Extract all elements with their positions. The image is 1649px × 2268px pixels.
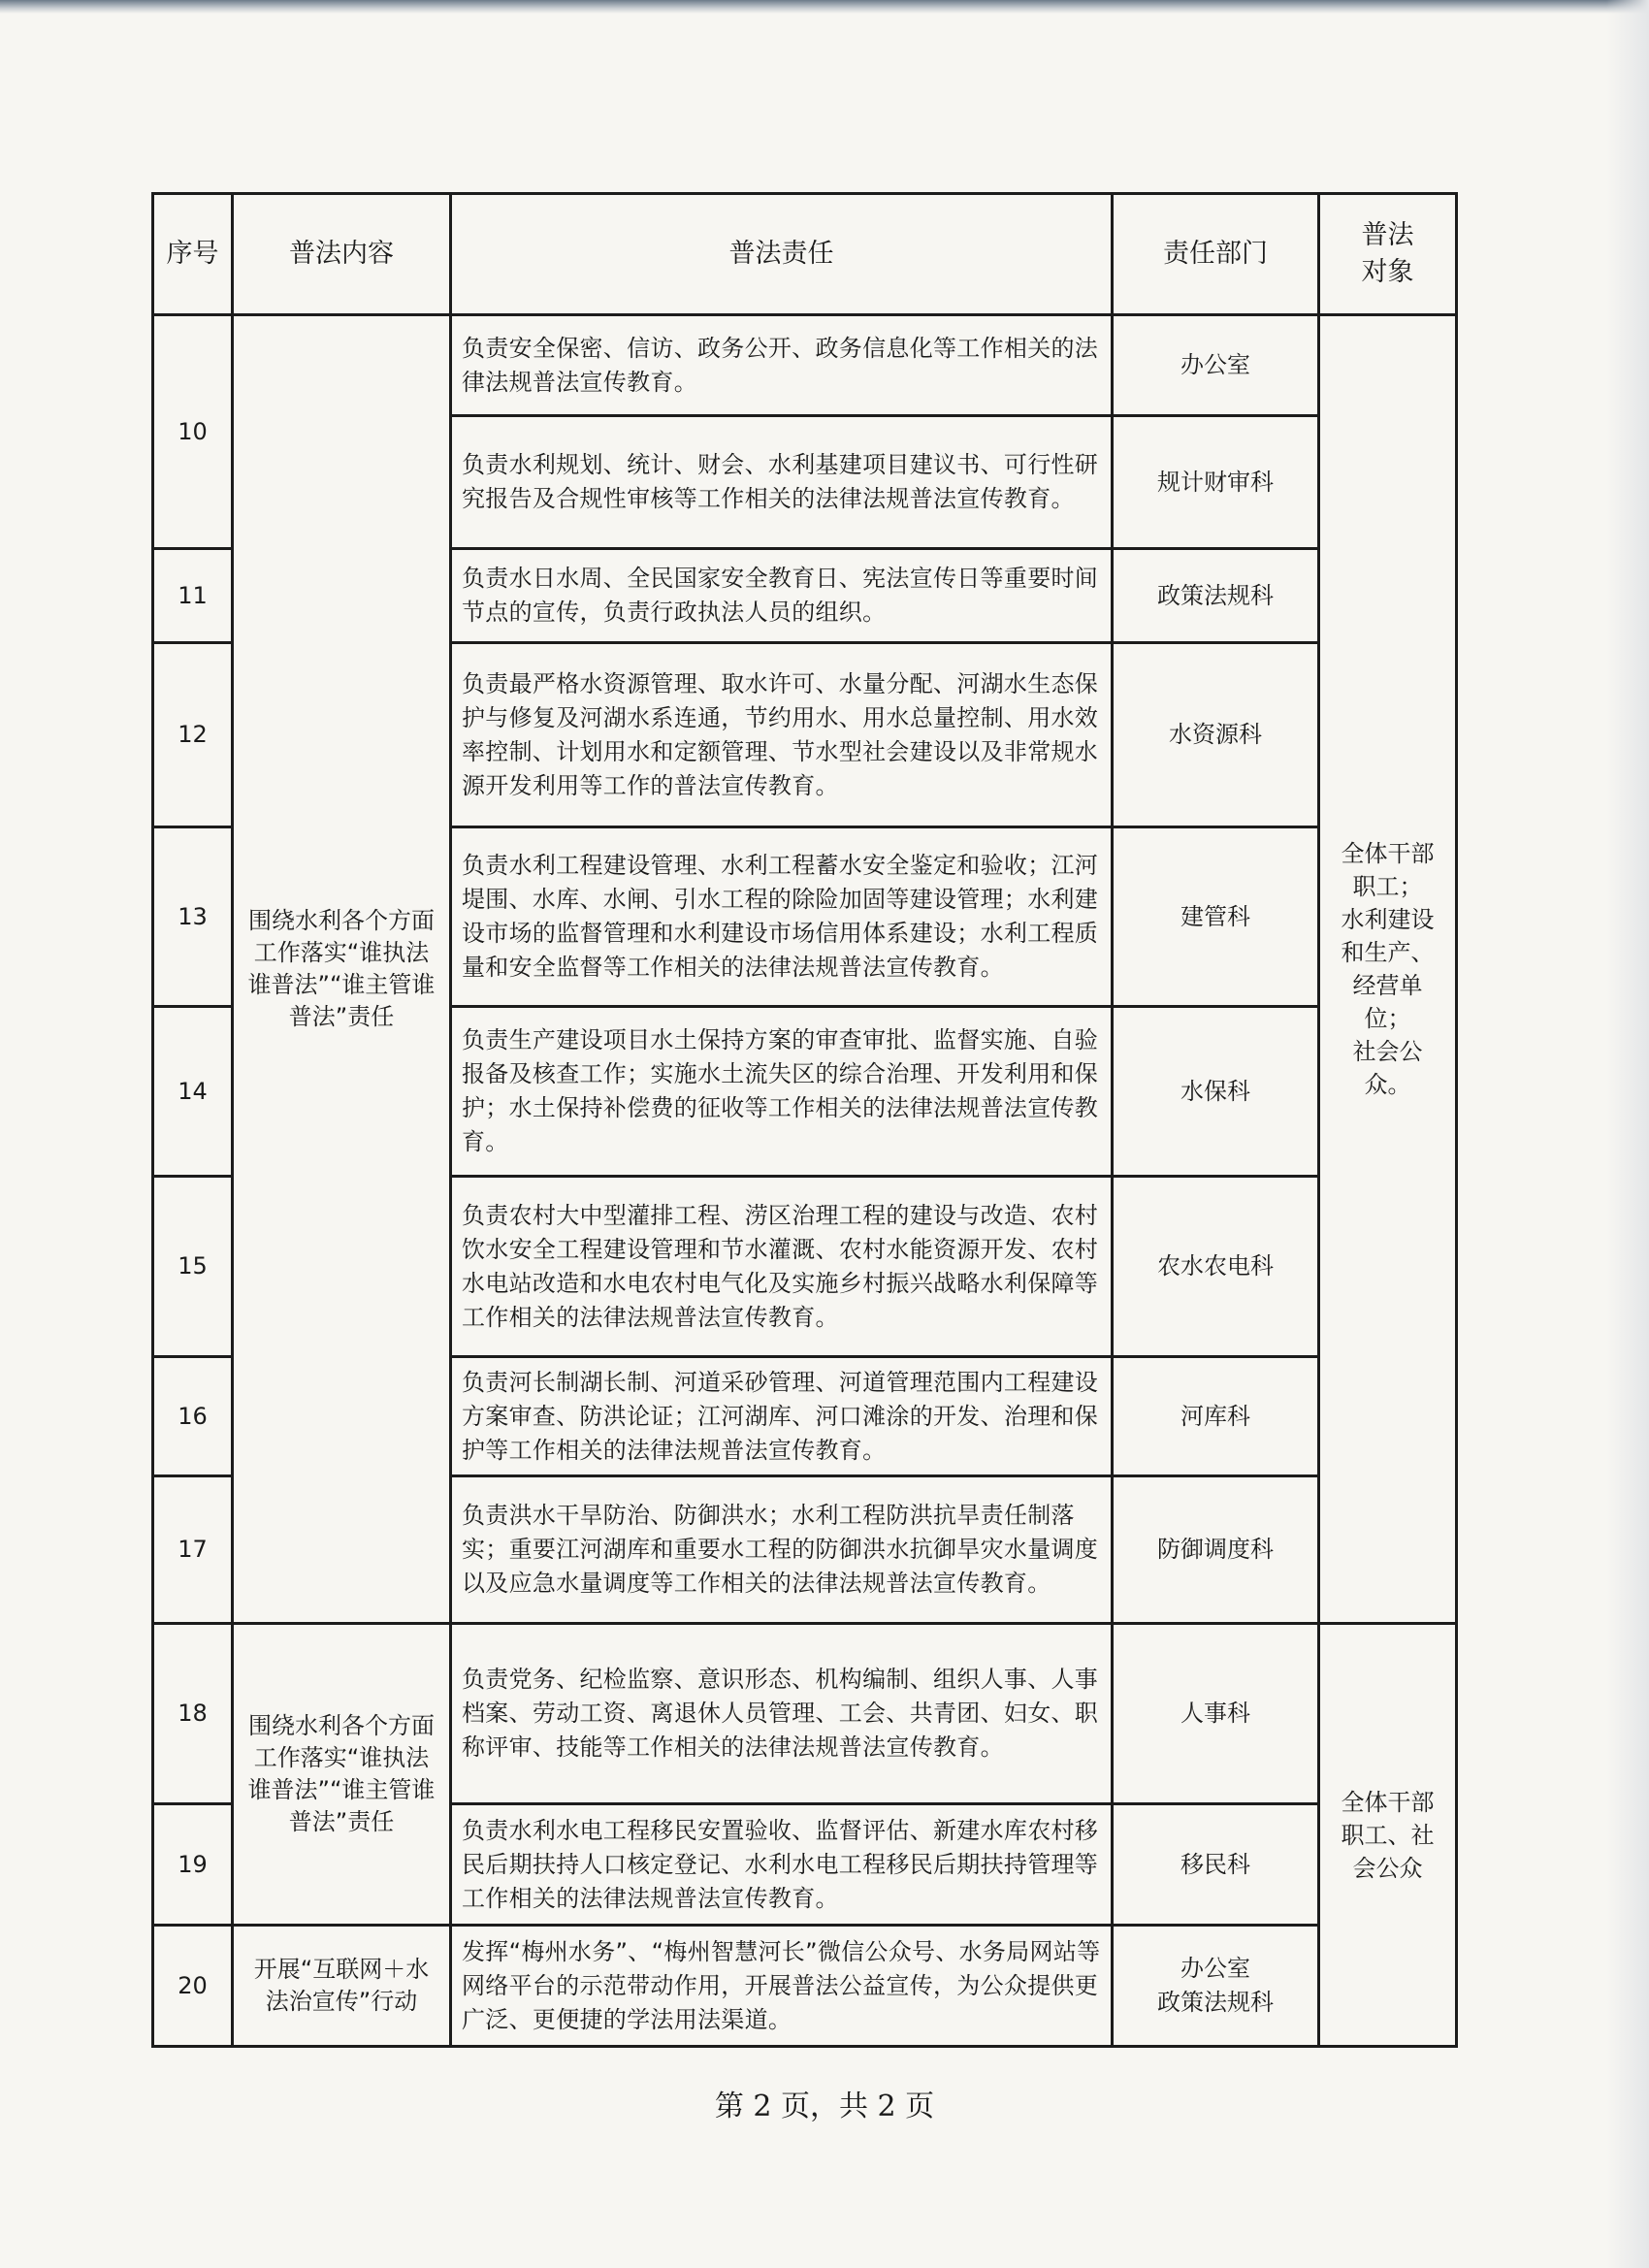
header-department: 责任部门 <box>1113 194 1319 315</box>
row-content: 开展“互联网＋水法治宣传”行动 <box>233 1926 451 2047</box>
table-row <box>153 1926 1457 2047</box>
row-department: 办公室 <box>1113 315 1319 416</box>
row-department: 人事科 <box>1113 1624 1319 1804</box>
row-seq: 12 <box>153 643 233 827</box>
row-responsibility: 负责生产建设项目水土保持方案的审查审批、监督实施、自验报备及核查工作；实施水土流失区的综合治理、开发利用和保护；水土保持补偿费的征收等工作相关的法律法规普法宣传教育。 <box>451 1007 1113 1177</box>
row-seq: 10 <box>153 315 233 549</box>
row-department: 建管科 <box>1113 827 1319 1007</box>
table-row <box>153 1624 1457 1804</box>
row-department: 防御调度科 <box>1113 1476 1319 1624</box>
page-number: 第 2 页，共 2 页 <box>714 2090 935 2123</box>
row-department: 办公室 政策法规科 <box>1113 1926 1319 2047</box>
header-target: 普法 对象 <box>1319 194 1457 315</box>
row-responsibility: 发挥“梅州水务”、“梅州智慧河长”微信公众号、水务局网站等网络平台的示范带动作用，开展普法公益宣传，为公众提供更广泛、更便捷的学法用法渠道。 <box>451 1926 1113 2047</box>
row-department: 政策法规科 <box>1113 549 1319 643</box>
header-content: 普法内容 <box>233 194 451 315</box>
content-cell-group-b: 围绕水利各个方面工作落实“谁执法谁普法”“谁主管谁普法”责任 <box>233 1624 451 1926</box>
row-seq: 17 <box>153 1476 233 1624</box>
row-responsibility: 负责最严格水资源管理、取水许可、水量分配、河湖水生态保护与修复及河湖水系连通，节约用水、用水总量控制、用水效率控制、计划用水和定额管理、节水型社会建设以及非常规水源开发利用等工作的普法宣传教育。 <box>451 643 1113 827</box>
row-responsibility: 负责党务、纪检监察、意识形态、机构编制、组织人事、人事档案、劳动工资、离退休人员管理、工会、共青团、妇女、职称评审、技能等工作相关的法律法规普法宣传教育。 <box>451 1624 1113 1804</box>
table-header-row <box>153 194 1457 315</box>
row-seq: 16 <box>153 1357 233 1476</box>
row-seq: 20 <box>153 1926 233 2047</box>
scan-top-edge <box>0 0 1649 14</box>
row-department: 水保科 <box>1113 1007 1319 1177</box>
row-department: 农水农电科 <box>1113 1177 1319 1357</box>
content-cell-group-a: 围绕水利各个方面工作落实“谁执法谁普法”“谁主管谁普法”责任 <box>233 315 451 1624</box>
row-seq: 11 <box>153 549 233 643</box>
target-cell-group-a: 全体干部职工； 水利建设和生产、经营单位； 社会公众。 <box>1319 315 1457 1624</box>
target-cell-group-b: 全体干部职工、社会公众 <box>1319 1624 1457 2047</box>
row-responsibility: 负责水利工程建设管理、水利工程蓄水安全鉴定和验收；江河堤围、水库、水闸、引水工程的除险加固等建设管理；水利建设市场的监督管理和水利建设市场信用体系建设；水利工程质量和安全监督等工作相关的法律法规普法宣传教育。 <box>451 827 1113 1007</box>
row-department: 移民科 <box>1113 1804 1319 1926</box>
row-responsibility: 负责农村大中型灌排工程、涝区治理工程的建设与改造、农村饮水安全工程建设管理和节水灌溉、农村水能资源开发、农村水电站改造和水电农村电气化及实施乡村振兴战略水利保障等工作相关的法律法规普法宣传教育。 <box>451 1177 1113 1357</box>
row-department: 水资源科 <box>1113 643 1319 827</box>
row-responsibility: 负责河长制湖长制、河道采砂管理、河道管理范围内工程建设方案审查、防洪论证；江河湖库、河口滩涂的开发、治理和保护等工作相关的法律法规普法宣传教育。 <box>451 1357 1113 1476</box>
row-seq: 19 <box>153 1804 233 1926</box>
header-seq: 序号 <box>153 194 233 315</box>
scan-right-shade <box>1606 0 1649 2268</box>
row-responsibility: 负责安全保密、信访、政务公开、政务信息化等工作相关的法律法规普法宣传教育。 <box>451 315 1113 416</box>
row-responsibility: 负责水日水周、全民国家安全教育日、宪法宣传日等重要时间节点的宣传，负责行政执法人员的组织。 <box>451 549 1113 643</box>
row-department: 规计财审科 <box>1113 416 1319 549</box>
row-department: 河库科 <box>1113 1357 1319 1476</box>
row-responsibility: 负责水利规划、统计、财会、水利基建项目建议书、可行性研究报告及合规性审核等工作相关的法律法规普法宣传教育。 <box>451 416 1113 549</box>
responsibility-table <box>151 192 1458 2048</box>
row-responsibility: 负责水利水电工程移民安置验收、监督评估、新建水库农村移民后期扶持人口核定登记、水利水电工程移民后期扶持管理等工作相关的法律法规普法宣传教育。 <box>451 1804 1113 1926</box>
row-seq: 14 <box>153 1007 233 1177</box>
table-row <box>153 315 1457 416</box>
row-responsibility: 负责洪水干旱防治、防御洪水；水利工程防洪抗旱责任制落实；重要江河湖库和重要水工程的防御洪水抗御旱灾水量调度以及应急水量调度等工作相关的法律法规普法宣传教育。 <box>451 1476 1113 1624</box>
row-seq: 15 <box>153 1177 233 1357</box>
row-seq: 18 <box>153 1624 233 1804</box>
row-seq: 13 <box>153 827 233 1007</box>
header-responsibility: 普法责任 <box>451 194 1113 315</box>
